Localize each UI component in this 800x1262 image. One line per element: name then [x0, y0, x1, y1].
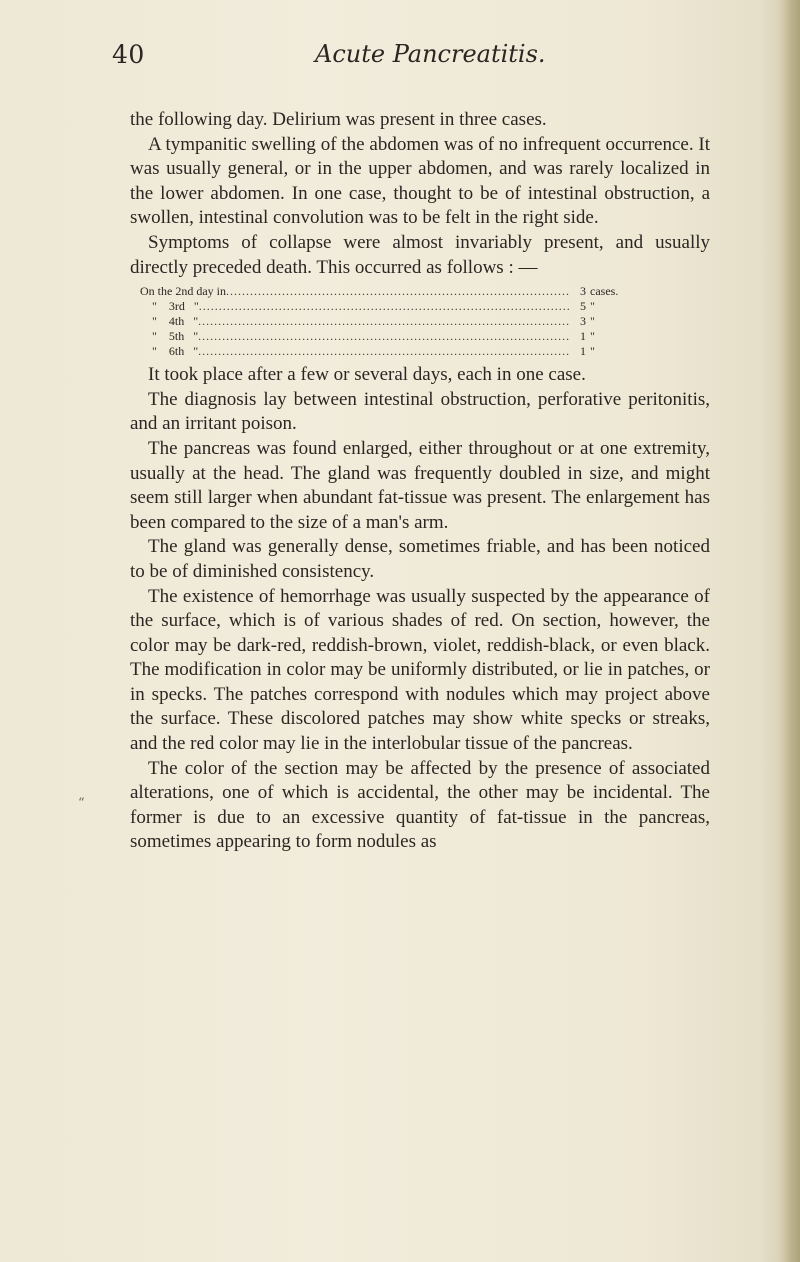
paragraph: Symptoms of collapse were almost invariably present, and usually directly preceded death. This occurred as follows : —: [130, 231, 710, 278]
paragraph: The gland was generally dense, sometimes friable, and has been noticed to be of diminished consistency.: [130, 536, 710, 582]
page-number: 40: [112, 40, 145, 69]
table-row-count: 1: [580, 329, 586, 344]
collapse-day-table: [140, 284, 628, 359]
table-row-unit: ": [590, 344, 595, 359]
table-row: [140, 329, 628, 344]
table-row-label: " 6th ": [140, 344, 199, 359]
body-text: [130, 108, 710, 855]
table-row: [140, 344, 628, 359]
table-row-unit: cases.: [590, 284, 619, 299]
paragraph: The pancreas was found enlarged, either throughout or at one extremity, usually at the head. The gland was frequently doubled in size, and might seem still larger when abundant fat-tissue was present. The enlargement has been compared to the size of a man's arm.: [130, 437, 710, 533]
paragraph: The diagnosis lay between intestinal obstruction, perforative peritonitis, and an irritant poison.: [130, 388, 710, 435]
paragraph: The existence of hemorrhage was usually suspected by the appearance of the surface, which is of various shades of red. On section, however, the color may be dark-red, reddish-brown, violet, reddish-black, or even black. The modification in color may be uniformly distributed, or lie in patches, or in specks. The patches correspond with nodules which may project above the surface. These discolored patches may show white specks or streaks, and the red color may lie in the interlobular tissue of the pancreas.: [130, 585, 710, 755]
table-row-label: On the 2nd day in: [140, 284, 226, 299]
page-header: [112, 40, 712, 76]
page-edge-shadow: [778, 0, 800, 1262]
table-row: [140, 299, 628, 314]
table-row-label: " 3rd ": [140, 299, 199, 314]
table-row-count: 5: [580, 299, 586, 314]
table-row-unit: ": [590, 299, 595, 314]
margin-mark: “: [78, 796, 85, 811]
running-title: Acute Pancreatitis.: [315, 40, 546, 68]
table-row-count: 3: [580, 284, 586, 299]
paragraph: A tympanitic swelling of the abdomen was of no infrequent occurrence. It was usually general, or in the upper abdomen, and was rarely localized in the lower abdomen. In one case, thought to be of intestinal obstruction, a swollen, intestinal convolution was to be felt in the right side.: [130, 133, 710, 229]
table-row-count: 1: [580, 344, 586, 359]
table-row: [140, 284, 628, 299]
paragraph: the following day. Delirium was present in three cases.: [130, 109, 547, 130]
table-row-unit: ": [590, 329, 595, 344]
paragraph: It took place after a few or several days, each in one case.: [148, 364, 586, 386]
table-row-label: " 5th ": [140, 329, 199, 344]
table-row-unit: ": [590, 314, 595, 329]
paragraph: The color of the section may be affected by the presence of associated alterations, one of which is accidental, the other may be incidental. The former is due to an excessive quantity of fat-tissue in the pancreas, sometimes appearing to form nodules as: [130, 757, 710, 853]
table-row-count: 3: [580, 314, 586, 329]
table-row: [140, 314, 628, 329]
table-row-label: " 4th ": [140, 314, 199, 329]
